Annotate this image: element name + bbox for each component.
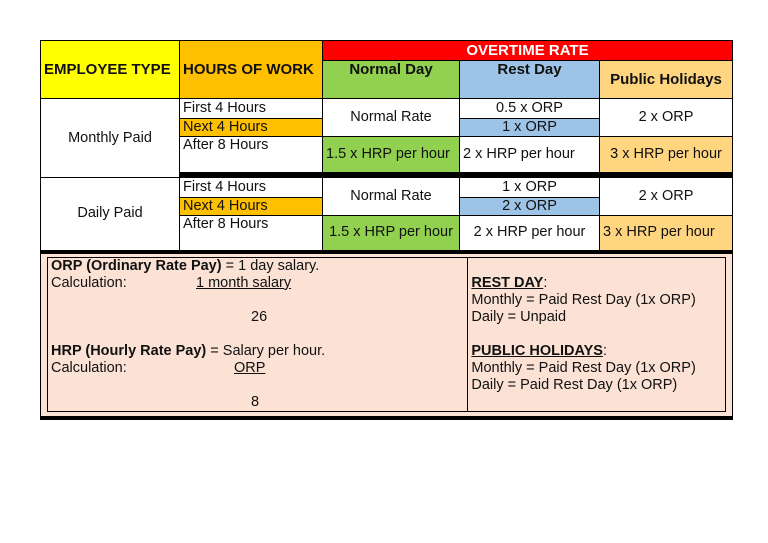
monthly-normal-rate: Normal Rate <box>323 99 460 137</box>
orp-definition <box>51 258 464 275</box>
header-employee-type: EMPLOYEE TYPE <box>41 41 180 99</box>
hrp-calculation <box>51 360 464 377</box>
monthly-paid-label: Monthly Paid <box>41 99 180 178</box>
hrp-numerator-wrap <box>196 360 384 377</box>
hrp-numerator: ORP <box>234 359 266 376</box>
overtime-rate-table <box>40 40 733 420</box>
hrp-definition <box>51 343 464 360</box>
spacer <box>51 377 464 394</box>
header-hours-of-work: HOURS OF WORK <box>180 41 323 99</box>
spacer <box>51 326 464 343</box>
hrp-denominator: 8 <box>251 393 260 410</box>
orp-title: ORP (Ordinary Rate Pay) <box>51 257 222 274</box>
notes-box <box>41 252 733 418</box>
daily-hours-first: First 4 Hours <box>180 178 323 198</box>
monthly-holiday-rate: 2 x ORP <box>600 99 733 137</box>
spacer <box>51 292 464 309</box>
notes-table <box>47 257 726 412</box>
hrp-desc: = Salary per hour. <box>206 342 326 359</box>
monthly-hours-first: First 4 Hours <box>180 99 323 119</box>
public-holidays-monthly: Monthly = Paid Rest Day (1x ORP) <box>471 359 696 376</box>
orp-numerator: 1 month salary <box>196 274 292 291</box>
colon: : <box>543 274 548 291</box>
notes-left <box>48 257 468 411</box>
orp-calculation <box>51 275 464 292</box>
rest-day-daily: Daily = Unpaid <box>471 308 567 325</box>
overtime-rate-sheet <box>40 40 732 420</box>
daily-rest-next: 2 x ORP <box>460 198 600 216</box>
daily-paid-label: Daily Paid <box>41 178 180 252</box>
public-holidays-title: PUBLIC HOLIDAYS <box>471 342 603 359</box>
monthly-rest-after: 2 x HRP per hour <box>460 137 600 173</box>
orp-calc-label: Calculation: <box>51 274 127 291</box>
rest-day-heading <box>471 275 722 292</box>
monthly-rest-first: 0.5 x ORP <box>460 99 600 119</box>
orp-desc: = 1 day salary. <box>221 257 320 274</box>
header-rest-day: Rest Day <box>460 61 600 99</box>
rest-day-title: REST DAY <box>471 274 544 291</box>
public-holidays-daily: Daily = Paid Rest Day (1x ORP) <box>471 376 678 393</box>
rest-day-monthly: Monthly = Paid Rest Day (1x ORP) <box>471 291 696 308</box>
daily-normal-rate: Normal Rate <box>323 178 460 216</box>
daily-hours-after: After 8 Hours <box>180 216 323 252</box>
colon: : <box>602 342 607 359</box>
daily-holiday-after: 3 x HRP per hour <box>600 216 733 252</box>
daily-hours-next: Next 4 Hours <box>180 198 323 216</box>
monthly-hours-after: After 8 Hours <box>180 137 323 173</box>
monthly-rest-next: 1 x ORP <box>460 119 600 137</box>
notes-right <box>468 257 726 411</box>
monthly-holiday-after: 3 x HRP per hour <box>600 137 733 173</box>
spacer <box>471 326 722 343</box>
header-overtime-rate: OVERTIME RATE <box>323 41 733 61</box>
public-holidays-heading <box>471 343 722 360</box>
monthly-normal-after: 1.5 x HRP per hour <box>323 137 460 173</box>
daily-rest-after: 2 x HRP per hour <box>460 216 600 252</box>
header-normal-day: Normal Day <box>323 61 460 99</box>
orp-denominator: 26 <box>251 308 268 325</box>
daily-holiday-rate: 2 x ORP <box>600 178 733 216</box>
hrp-calc-label: Calculation: <box>51 359 127 376</box>
daily-normal-after: 1.5 x HRP per hour <box>323 216 460 252</box>
hrp-title: HRP (Hourly Rate Pay) <box>51 342 207 359</box>
daily-rest-first: 1 x ORP <box>460 178 600 198</box>
header-public-holidays: Public Holidays <box>600 61 733 99</box>
monthly-hours-next: Next 4 Hours <box>180 119 323 137</box>
